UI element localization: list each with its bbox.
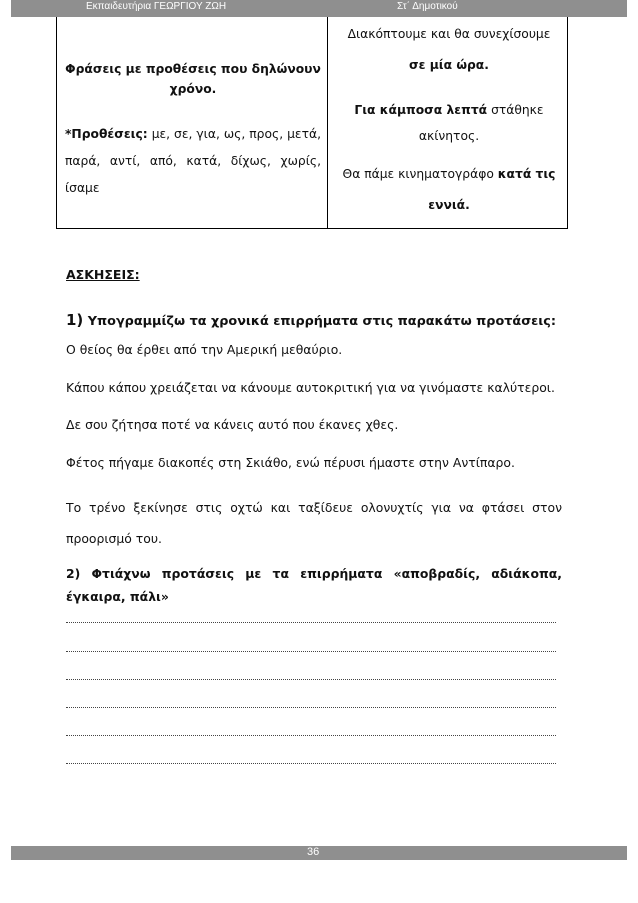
example-1-text: Διακόπτουμε και θα συνεχίσουμε [347,27,551,41]
exercise-1-instruction: Υπογραμμίζω τα χρονικά επιρρήματα στις παρακάτω προτάσεις: [87,314,556,329]
answer-line[interactable] [66,651,556,652]
answer-line[interactable] [66,679,556,680]
exercise-sentence: Το τρένο ξεκίνησε στις οχτώ και ταξίδευε ολονυχτίς για να φτάσει στον προορισμό του. [66,500,562,546]
example-3-text: Θα πάμε κινηματογράφο [342,167,494,181]
page-number: 36 [307,846,320,858]
header-grade: Στ΄ Δημοτικού [397,1,458,12]
example-2-phrase: Για κάμποσα λεπτά [354,103,488,117]
exercise-sentence: Φέτος πήγαμε διακοπές στη Σκιάθο, ενώ πέρυσι ήμαστε στην Αντίπαρο. [66,455,515,470]
exercise-sentence: Κάπου κάπου χρειάζεται να κάνουμε αυτοκριτική για να γινόμαστε καλύτεροι. [66,380,555,395]
answer-line[interactable] [66,735,556,736]
header-bar [11,0,627,17]
example-2-text: στάθηκε ακίνητος. [418,103,544,143]
exercise-2-title: 2) Φτιάχνω προτάσεις με τα επιρρήματα «αποβραδίς, αδιάκοπα, έγκαιρα, πάλι» [66,566,562,604]
prepositions-values: με, σε, για, ως, προς, μετά, παρά, αντί, από, κατά, δίχως, χωρίς, ίσαμε [65,127,321,195]
exercise-1-title [66,311,562,329]
prepositions-list [65,121,321,202]
exercise-sentence: Ο θείος θα έρθει από την Αμερική μεθαύριο. [66,342,343,357]
exercise-sentence: Δε σου ζήτησα ποτέ να κάνεις αυτό που έκανες χθες. [66,417,399,432]
answer-line[interactable] [66,763,556,764]
example-sentence-1 [333,19,565,81]
table-left-title: Φράσεις με προθέσεις που δηλώνουν χρόνο. [65,62,321,96]
example-3-phrase: κατά τις εννιά. [428,167,556,212]
header-school-name: Εκπαιδευτήρια ΓΕΩΡΓΙΟΥ ΖΩΗ [86,1,227,12]
exercise-1-number: 1) [66,311,84,329]
example-sentence-3 [333,159,565,221]
table-divider [327,17,328,228]
exercises-heading: ΑΣΚΗΣΕΙΣ: [66,267,140,282]
answer-line[interactable] [66,707,556,708]
answer-line[interactable] [66,622,556,623]
prepositions-table [56,17,568,229]
example-sentence-2 [333,97,565,149]
prepositions-label: *Προθέσεις: [65,127,148,141]
example-1-phrase: σε μία ώρα. [409,58,489,72]
footer-bar [11,846,627,860]
